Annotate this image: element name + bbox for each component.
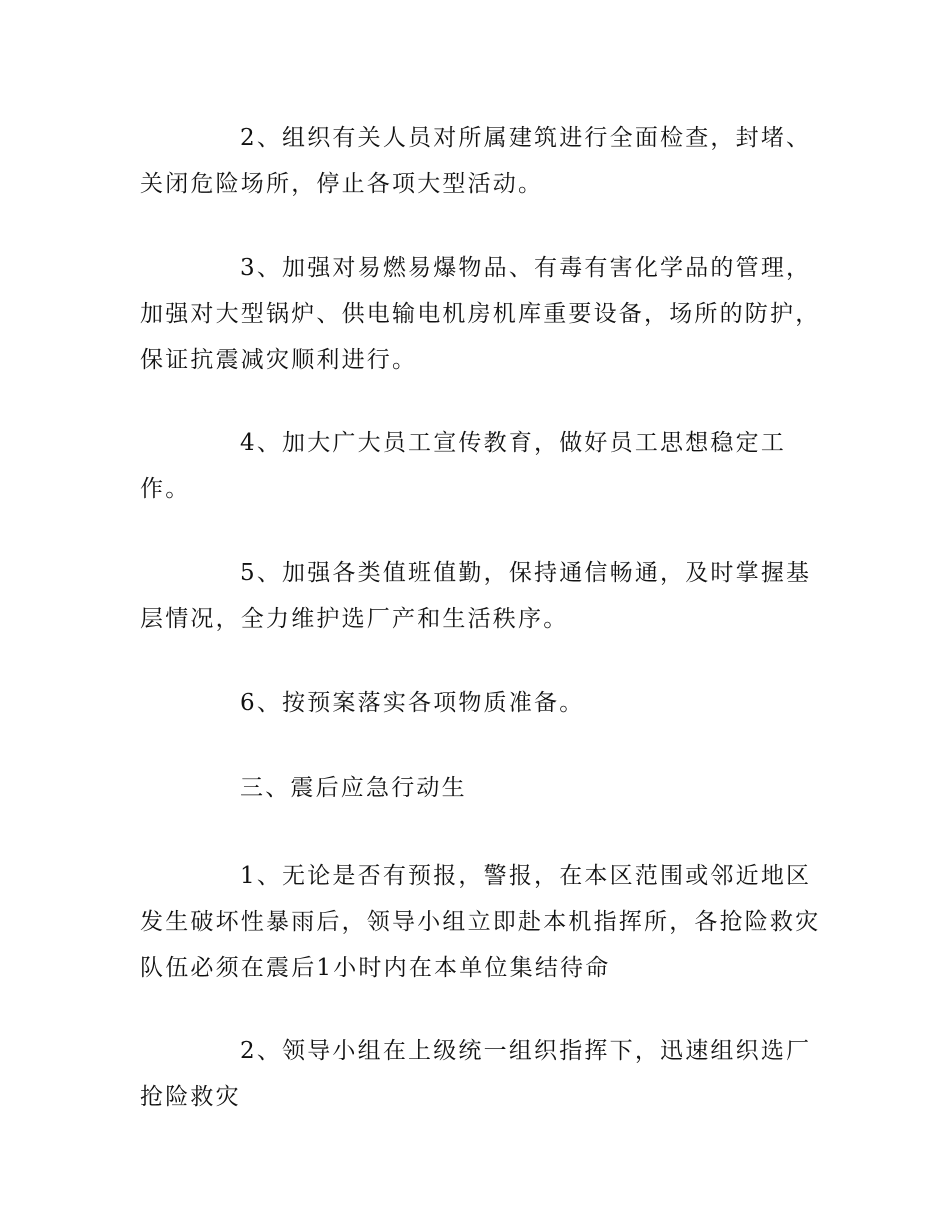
paragraph-post-item-1 (140, 853, 820, 991)
paragraph-item-4-education (140, 420, 820, 512)
paragraph-line: 6、按预案落实各项物质准备。 (240, 690, 585, 716)
paragraph-line: 4、加大广大员工宣传教育，做好员工思想稳定工 (240, 430, 787, 456)
paragraph-item-6-materials (140, 680, 820, 726)
paragraph-line: 抢险救灾 (140, 1084, 241, 1110)
paragraph-item-5-duty (140, 550, 820, 642)
paragraph-line: 保证抗震减灾顺利进行。 (140, 347, 418, 373)
paragraph-line: 1、无论是否有预报，警报，在本区范围或邻近地区 (240, 863, 812, 889)
section-3-heading (140, 765, 820, 811)
paragraph-line: 作。 (140, 476, 191, 502)
paragraph-line: 5、加强各类值班值勤，保持通信畅通，及时掌握基 (240, 560, 812, 586)
paragraph-post-item-2 (140, 1028, 820, 1120)
paragraph-line: 3、加强对易燃易爆物品、有毒有害化学品的管理， (240, 255, 812, 281)
paragraph-item-3-strengthen (140, 245, 820, 383)
paragraph-line: 2、领导小组在上级统一组织指挥下，迅速组织选厂 (240, 1038, 812, 1064)
paragraph-item-2-inspect (140, 115, 820, 207)
paragraph-line: 加强对大型锅炉、供电输电机房机库重要设备，场所的防护， (140, 301, 821, 327)
paragraph-line: 关闭危险场所，停止各项大型活动。 (140, 171, 544, 197)
paragraph-line: 发生破坏性暴雨后，领导小组立即赴本机指挥所，各抢险救灾 (140, 909, 821, 935)
section-heading-line: 三、震后应急行动生 (240, 775, 467, 801)
paragraph-line: 队伍必须在震后1小时内在本单位集结待命 (140, 955, 611, 981)
paragraph-line: 层情况，全力维护选厂产和生活秩序。 (140, 606, 569, 632)
paragraph-line: 2、组织有关人员对所属建筑进行全面检查，封堵、 (240, 125, 812, 151)
